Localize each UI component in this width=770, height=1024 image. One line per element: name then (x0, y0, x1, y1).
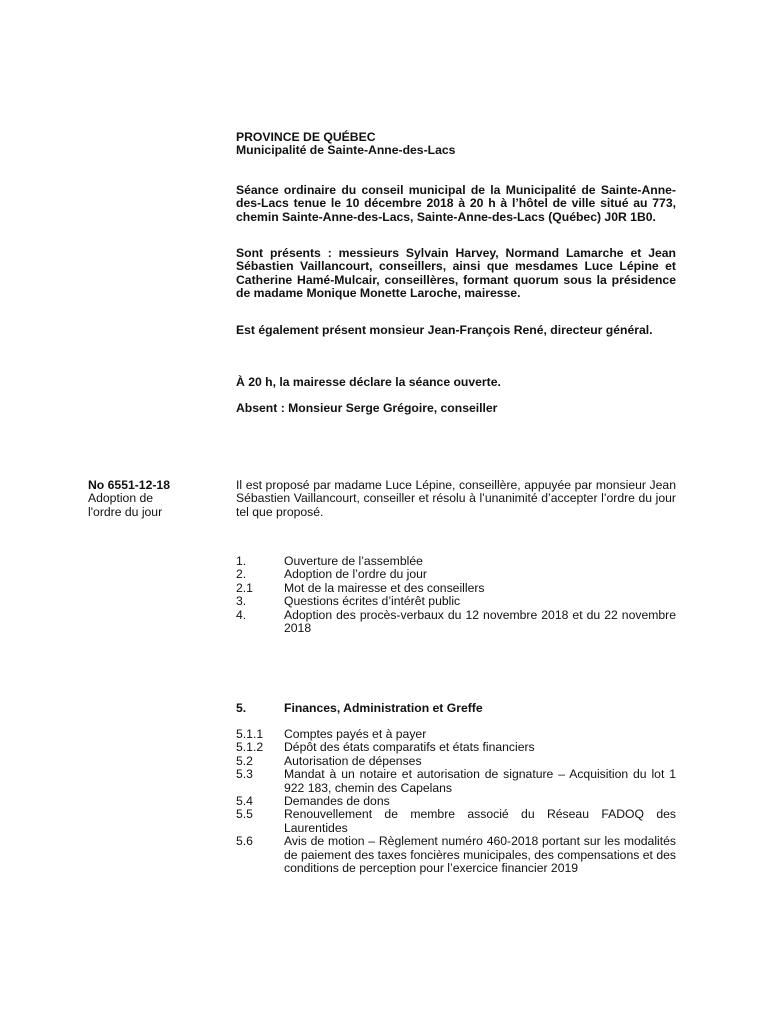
presents-paragraph: Sont présents : messieurs Sylvain Harvey, Normand Lamarche et Jean Sébastien Vaillancourt, conseillers, ainsi que mesdames Luce Lépine et Catherine Hamé-Mulcair, conseillères, formant quorum sous la présidence de madame Monique Monette Laroche, mairesse. (236, 246, 676, 301)
province-title: PROVINCE DE QUÉBEC (236, 130, 376, 144)
item-text: Questions écrites d’intérêt public (284, 594, 461, 609)
item-text: Autorisation de dépenses (284, 753, 422, 768)
municipality-title: Municipalité de Sainte-Anne-des-Lacs (236, 143, 456, 158)
resolution-number: No 6551-12-18 (88, 478, 170, 492)
item-text: Mot de la mairesse et des conseillers (284, 580, 485, 595)
agenda-list-1 (236, 555, 676, 635)
item-text: Comptes payés et à payer (284, 727, 427, 741)
item-number: 1. (236, 554, 247, 568)
resolution-text: Il est proposé par madame Luce Lépine, conseillère, appuyée par monsieur Jean Sébastien Vaillancourt, conseiller et résolu à l’unanimité d’accepter l’ordre du jour tel que proposé. (236, 478, 676, 519)
resolution-title-line1: Adoption de (88, 491, 154, 506)
item-number: 5.1.2 (236, 740, 264, 755)
list-item (236, 795, 676, 808)
item-number: 3. (236, 594, 247, 609)
item-number: 2.1 (236, 580, 253, 595)
document-header (236, 131, 676, 158)
list-item (236, 595, 676, 608)
item-text: Ouverture de l’assemblée (284, 554, 423, 568)
absent-paragraph: Absent : Monsieur Serge Grégoire, conseiller (236, 401, 498, 415)
list-item (236, 835, 676, 875)
section-title: Finances, Administration et Greffe (284, 701, 483, 715)
list-item (236, 728, 676, 741)
item-text: Adoption de l’ordre du jour (284, 567, 427, 582)
list-item (236, 568, 676, 581)
list-item (236, 741, 676, 754)
list-item (236, 555, 676, 568)
item-number: 4. (236, 607, 247, 622)
agenda-list-2 (236, 728, 676, 875)
item-text: Dépôt des états comparatifs et états financiers (284, 740, 535, 755)
list-item (236, 755, 676, 768)
egalement-paragraph: Est également présent monsieur Jean-François René, directeur général. (236, 323, 653, 337)
list-item (236, 609, 676, 636)
list-item (236, 582, 676, 595)
resolution-sidebar (88, 479, 218, 519)
item-number: 5.6 (236, 834, 253, 849)
item-text: Avis de motion – Règlement numéro 460-2018 portant sur les modalités de paiement des taxes foncières municipales, des compensations et des conditions de perception pour l’exercice financier 2019 (284, 834, 676, 876)
item-number: 5.1.1 (236, 727, 264, 741)
ouverture-paragraph: À 20 h, la mairesse déclare la séance ouverte. (236, 375, 501, 389)
list-item (236, 768, 676, 795)
item-number: 5.5 (236, 807, 253, 822)
item-text: Mandat à un notaire et autorisation de signature – Acquisition du lot 1 922 183, chemin des Capelans (284, 767, 676, 795)
item-number: 2. (236, 567, 247, 582)
section-5-heading (236, 702, 676, 715)
item-number: 5.3 (236, 767, 253, 782)
list-item (236, 808, 676, 835)
item-number: 5.4 (236, 794, 253, 809)
item-text: Adoption des procès-verbaux du 12 novembre 2018 et du 22 novembre 2018 (284, 607, 676, 636)
item-number: 5.2 (236, 753, 253, 768)
item-text: Renouvellement de membre associé du Réseau FADOQ des Laurentides (284, 807, 676, 835)
item-text: Demandes de dons (284, 794, 390, 809)
seance-paragraph: Séance ordinaire du conseil municipal de la Municipalité de Sainte-Anne-des-Lacs tenue le 10 décembre 2018 à 20 h à l’hôtel de ville situé au 773, chemin Sainte-Anne-des-Lacs, Sainte-Anne-des-Lacs (Québec) J0R 1B0. (236, 183, 676, 224)
section-number: 5. (236, 701, 247, 715)
resolution-title-line2: l'ordre du jour (88, 504, 163, 519)
